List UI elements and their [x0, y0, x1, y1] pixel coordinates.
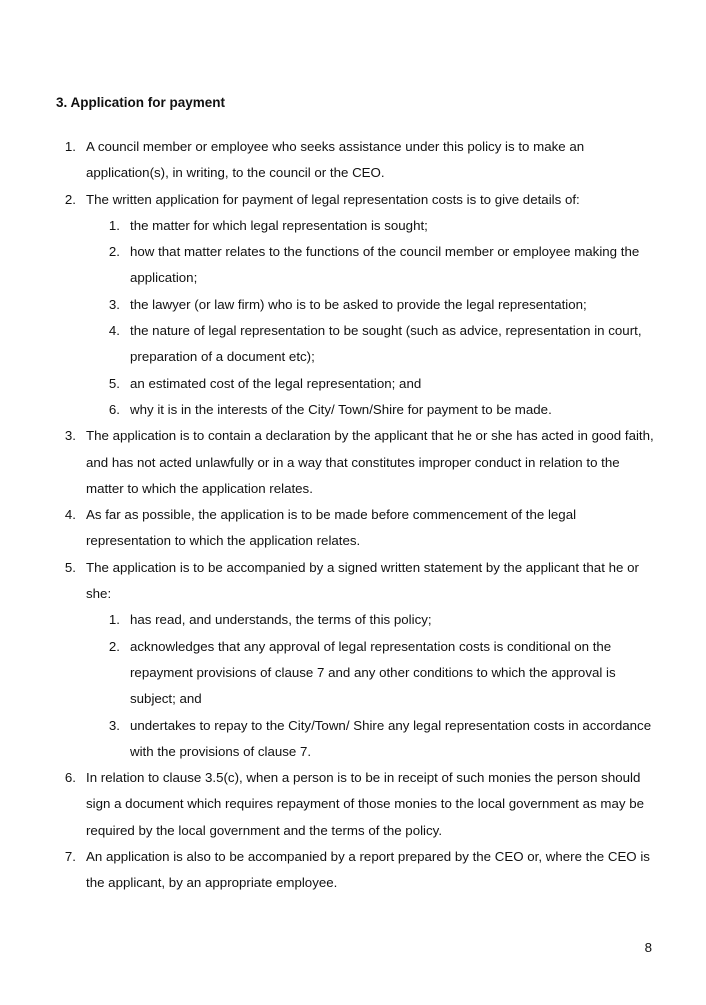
sub-list-item-number: 2.	[108, 638, 120, 654]
sub-list-item-text: how that matter relates to the functions of the council member or employee making the application;	[130, 244, 640, 286]
sub-list-item	[0, 371, 706, 397]
page-number: 8	[644, 940, 652, 955]
list-item-text: The application is to be accompanied by a signed written statement by the applicant that he or she:	[86, 559, 639, 602]
section-heading: 3. Application for payment	[56, 95, 226, 110]
list-item-text: A council member or employee who seeks assistance under this policy is to make an application(s), in writing, to the council or the CEO.	[86, 139, 585, 181]
sub-list-item	[0, 292, 706, 318]
list-item-number: 7.	[64, 849, 76, 865]
list-item-number: 5.	[64, 559, 76, 575]
list-item-text: The application is to contain a declaration by the applicant that he or she has acted in good faith, and has not acted unlawfully or in a way that constitutes improper conduct in relation to the matter to which the application relates.	[86, 428, 654, 496]
sub-list-item	[0, 607, 706, 633]
sub-list-item-text: acknowledges that any approval of legal representation costs is conditional on the repayment provisions of clause 7 and any other conditions to which the approval is subject; and	[130, 638, 616, 707]
sub-list-item-number: 2.	[108, 244, 120, 260]
sub-list-item-number: 1.	[108, 217, 120, 233]
sub-list-item	[0, 397, 706, 423]
list-item	[0, 502, 706, 555]
list-item-text: An application is also to be accompanied by a report prepared by the CEO or, where the CEO is the applicant, by an appropriate employee.	[86, 849, 650, 891]
list-item-text: In relation to clause 3.5(c), when a person is to be in receipt of such monies the person should sign a document which requires repayment of those monies to the local government as may be required by the local government and the terms of the policy.	[86, 770, 645, 838]
list-item-text: The written application for payment of legal representation costs is to give details of:	[86, 191, 580, 207]
sub-list-item-text: undertakes to repay to the City/Town/ Shire any legal representation costs in accordance with the provisions of clause 7.	[130, 717, 652, 759]
sub-list-item-number: 3.	[108, 296, 120, 312]
list-item-number: 4.	[64, 507, 76, 523]
sub-list-item	[0, 239, 706, 292]
list-item	[0, 844, 706, 897]
sub-list-item	[0, 713, 706, 766]
sub-list-item-number: 6.	[108, 401, 120, 417]
list-item-number: 2.	[64, 191, 76, 207]
sub-list-item-number: 4.	[108, 323, 120, 339]
list-item	[0, 423, 706, 502]
list-item	[0, 765, 706, 844]
sub-list-item-text: the matter for which legal representation is sought;	[130, 217, 428, 233]
sub-list-item-text: the nature of legal representation to be sought (such as advice, representation in court, preparation of a document etc);	[130, 323, 642, 365]
list-item-number: 1.	[64, 139, 76, 154]
sub-list-item-number: 3.	[108, 717, 120, 733]
list-item-text: As far as possible, the application is to be made before commencement of the legal representation to which the application relates.	[86, 507, 577, 549]
sub-list-item-text: has read, and understands, the terms of this policy;	[130, 612, 432, 628]
list-item-number: 3.	[64, 428, 76, 444]
sub-list-item	[0, 213, 706, 239]
sub-list-item-text: why it is in the interests of the City/ Town/Shire for payment to be made.	[130, 401, 552, 417]
sub-list-item-number: 1.	[108, 612, 120, 628]
sub-list-item-number: 5.	[108, 375, 120, 391]
sub-list-item	[0, 318, 706, 371]
sub-list-item	[0, 634, 706, 713]
list-item-number: 6.	[64, 770, 76, 786]
list-item	[0, 134, 706, 187]
sub-list-item-text: an estimated cost of the legal representation; and	[130, 375, 422, 391]
sub-list-item-text: the lawyer (or law firm) who is to be asked to provide the legal representation;	[130, 296, 587, 312]
list-item	[0, 555, 706, 608]
list-item	[0, 187, 706, 213]
application-requirements-list	[0, 134, 706, 897]
